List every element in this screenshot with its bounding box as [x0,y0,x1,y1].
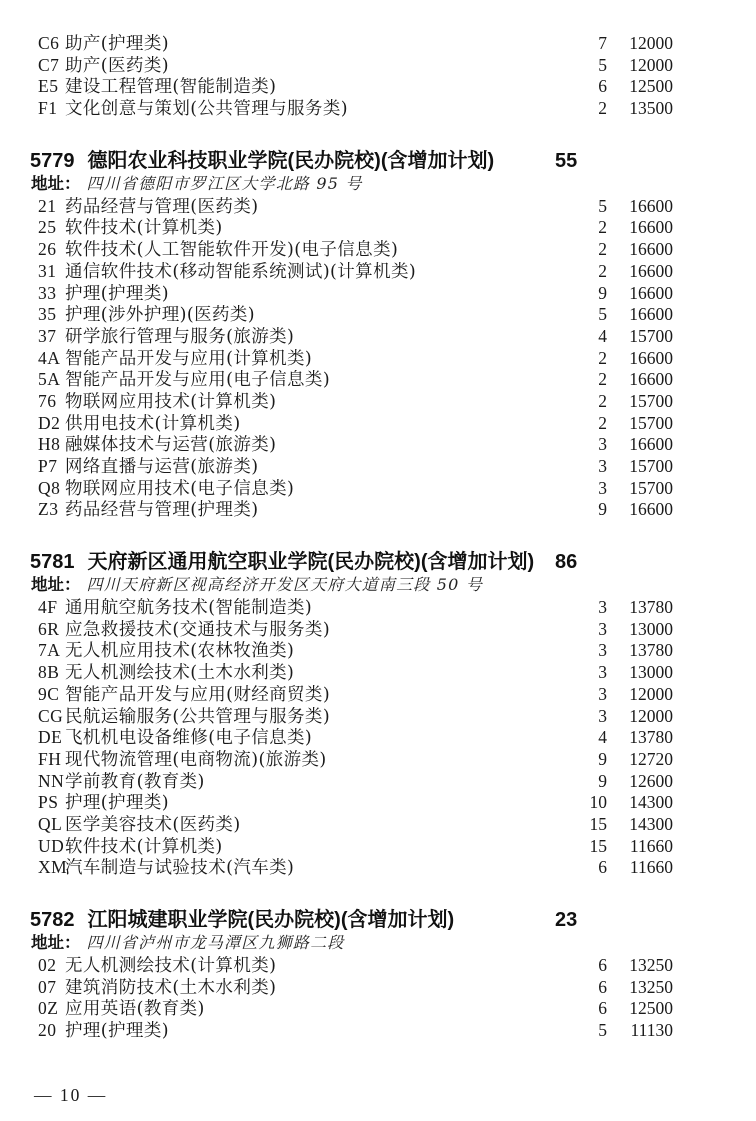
program-name: 研学旅行管理与服务(旅游类) [65,326,295,347]
program-code: 7A [38,640,61,661]
college-name: 天府新区通用航空职业学院(民办院校)(含增加计划) [87,551,535,574]
program-fee: 16600 [629,369,673,390]
program-name: 软件技术(人工智能软件开发)(电子信息类) [65,240,399,261]
program-fee: 11130 [630,1020,673,1041]
program-code: 0Z [38,998,59,1019]
college-header [0,908,756,932]
program-code: 26 [38,239,57,260]
address-label: 地址： [31,934,81,952]
program-quota: 7 [598,33,607,53]
program-row [0,499,756,521]
program-name: 通信软件技术(移动智能系统测试)(计算机类) [65,261,417,282]
program-fee: 12000 [629,683,673,704]
program-fee: 16600 [629,195,673,216]
program-code: 9C [38,683,60,704]
program-fee: 13780 [629,640,673,661]
program-name: 护理(护理类) [65,283,169,304]
program-name: 建筑消防技术(土木水利类) [65,977,277,998]
program-code: 31 [38,260,57,281]
program-quota: 6 [598,976,607,997]
program-fee: 13780 [629,727,673,748]
address-line [0,932,756,954]
program-row [0,369,756,391]
program-fee: 15700 [629,477,673,498]
program-name: 护理(护理类) [65,1021,169,1042]
program-row [0,597,756,619]
program-quota: 5 [598,304,607,325]
program-fee: 15700 [629,325,673,346]
program-name: 护理(涉外护理)(医药类) [65,305,256,326]
program-code: Q8 [38,477,61,498]
program-code: XM [38,857,68,878]
program-quota: 15 [589,835,607,856]
college-total-plan: 23 [555,909,578,931]
program-quota: 2 [598,412,607,433]
program-quota: 2 [598,260,607,281]
program-name: 智能产品开发与应用(财经商贸类) [65,684,331,705]
program-row [0,640,756,662]
program-fee: 16600 [629,260,673,281]
program-fee: 15700 [629,456,673,476]
program-name: 软件技术(计算机类) [65,836,223,857]
program-row [0,55,756,77]
program-fee: 16600 [629,434,673,455]
program-quota: 3 [598,705,607,726]
program-fee: 16600 [629,304,673,325]
program-row [0,619,756,641]
college-section [0,550,756,879]
address-text: 四川省德阳市罗江区大学北路 95 号 [86,173,363,193]
program-fee: 13500 [629,98,673,119]
program-quota: 5 [598,195,607,216]
program-row [0,814,756,836]
program-name: 汽车制造与试验技术(汽车类) [65,858,295,879]
program-fee: 15700 [629,390,673,411]
program-fee: 13250 [629,955,673,975]
program-name: 学前教育(教育类) [65,771,205,792]
program-quota: 6 [598,955,607,975]
program-quota: 6 [598,857,607,878]
program-quota: 10 [589,792,607,813]
program-name: 医学美容技术(医药类) [65,814,241,835]
program-code: 33 [38,282,57,303]
program-code: 4F [38,597,58,618]
program-fee: 16600 [629,347,673,368]
program-code: H8 [38,434,61,455]
program-quota: 3 [598,434,607,455]
program-row [0,1020,756,1042]
program-name: 应急救援技术(交通技术与服务类) [65,619,331,640]
program-row [0,76,756,98]
address-label: 地址： [31,576,81,595]
program-quota: 3 [598,477,607,498]
address-line [0,173,756,195]
program-row [0,98,756,120]
program-row [0,706,756,728]
program-row [0,326,756,348]
program-quota: 9 [598,770,607,791]
program-quota: 3 [598,597,607,618]
college-code: 5782 [30,909,75,931]
program-row [0,749,756,771]
program-quota: 3 [598,618,607,639]
program-fee: 13000 [629,618,673,639]
program-fee: 14300 [629,813,673,834]
program-name: 软件技术(计算机类) [65,218,223,239]
program-row [0,478,756,500]
college-section [0,908,756,1042]
program-name: 飞机机电设备维修(电子信息类) [65,728,313,749]
program-name: 护理(护理类) [65,793,169,814]
program-code: F1 [38,98,58,119]
program-code: 4A [38,347,61,368]
program-name: 助产(医药类) [65,55,169,76]
program-quota: 2 [598,239,607,260]
program-code: CG [38,705,64,726]
program-name: 建设工程管理(智能制造类) [65,77,277,98]
program-fee: 12720 [629,748,673,769]
program-name: 智能产品开发与应用(电子信息类) [65,370,331,391]
program-code: Z3 [38,499,59,520]
program-quota: 2 [598,390,607,411]
program-fee: 11660 [629,835,673,856]
program-fee: 16600 [629,239,673,260]
program-fee: 14300 [629,792,673,813]
program-quota: 2 [598,347,607,368]
program-row [0,413,756,435]
program-row [0,348,756,370]
program-quota: 15 [589,813,607,834]
program-row [0,684,756,706]
program-code: FH [38,748,62,769]
address-label: 地址： [31,174,81,193]
program-name: 民航运输服务(公共管理与服务类) [65,706,331,727]
program-code: 37 [38,325,57,346]
program-name: 物联网应用技术(电子信息类) [65,478,295,499]
program-row [0,792,756,814]
program-quota: 3 [598,456,607,476]
program-code: C7 [38,54,60,75]
program-row [0,662,756,684]
program-fee: 12500 [629,998,673,1019]
program-row [0,33,756,55]
program-row [0,857,756,879]
program-fee: 11660 [629,857,673,878]
program-row [0,456,756,478]
program-quota: 3 [598,662,607,683]
program-quota: 9 [598,499,607,520]
program-name: 助产(护理类) [65,34,169,54]
program-fee: 16600 [629,217,673,238]
program-code: DE [38,727,63,748]
program-fee: 16600 [629,282,673,303]
college-code: 5781 [30,551,75,574]
leading-program-rows [0,0,756,120]
college-section [0,149,756,521]
college-sections [0,149,756,1042]
program-name: 文化创意与策划(公共管理与服务类) [65,99,348,120]
program-fee: 12000 [629,54,673,75]
program-row [0,998,756,1020]
program-row [0,217,756,239]
program-row [0,977,756,999]
program-code: UD [38,835,65,856]
college-header [0,149,756,173]
program-name: 物联网应用技术(计算机类) [65,391,277,412]
program-fee: 13780 [629,597,673,618]
program-quota: 2 [598,217,607,238]
page-number: — 10 — [34,1085,108,1105]
program-row [0,391,756,413]
program-code: 02 [38,955,57,975]
program-row [0,836,756,858]
program-code: D2 [38,412,61,433]
college-code: 5779 [30,149,75,172]
program-code: PS [38,792,59,813]
college-name: 江阳城建职业学院(民办院校)(含增加计划) [87,909,455,931]
college-total-plan: 55 [555,149,578,172]
program-quota: 9 [598,748,607,769]
program-fee: 16600 [629,499,673,520]
program-fee: 13250 [629,976,673,997]
program-quota: 4 [598,727,607,748]
address-line [0,574,756,596]
college-name: 德阳农业科技职业学院(民办院校)(含增加计划) [87,149,495,172]
program-code: 21 [38,195,57,216]
program-code: C6 [38,33,60,53]
college-header [0,550,756,574]
program-quota: 3 [598,683,607,704]
program-row [0,727,756,749]
program-name: 应用英语(教育类) [65,999,205,1020]
program-code: P7 [38,456,58,476]
program-code: NN [38,770,65,791]
program-rows [0,597,756,879]
program-rows [0,955,756,1042]
program-name: 网络直播与运营(旅游类) [65,457,259,477]
program-code: 07 [38,976,57,997]
program-quota: 5 [598,54,607,75]
program-quota: 3 [598,640,607,661]
program-name: 无人机测绘技术(计算机类) [65,956,277,976]
program-row [0,434,756,456]
program-name: 药品经营与管理(护理类) [65,500,259,521]
program-fee: 12500 [629,76,673,97]
program-quota: 9 [598,282,607,303]
program-quota: 6 [598,76,607,97]
program-name: 现代物流管理(电商物流)(旅游类) [65,749,327,770]
program-name: 智能产品开发与应用(计算机类) [65,348,313,369]
program-fee: 13000 [629,662,673,683]
program-name: 通用航空航务技术(智能制造类) [65,598,313,619]
program-name: 融媒体技术与运营(旅游类) [65,435,277,456]
program-fee: 12000 [629,705,673,726]
program-quota: 4 [598,325,607,346]
program-code: 25 [38,217,57,238]
program-row [0,196,756,218]
program-fee: 12000 [629,33,673,53]
program-name: 供用电技术(计算机类) [65,413,241,434]
program-code: 76 [38,390,57,411]
address-text: 四川省泸州市龙马潭区九狮路二段 [86,933,345,952]
program-row [0,283,756,305]
program-code: E5 [38,76,59,97]
program-row [0,261,756,283]
program-code: 8B [38,662,60,683]
program-quota: 6 [598,998,607,1019]
program-row [0,955,756,977]
program-code: 35 [38,304,57,325]
program-name: 药品经营与管理(医药类) [65,196,259,217]
program-quota: 2 [598,369,607,390]
address-text: 四川天府新区视高经济开发区天府大道南三段 50 号 [86,575,484,595]
program-fee: 12600 [629,770,673,791]
program-rows [0,196,756,521]
program-code: 6R [38,618,60,639]
program-code: 20 [38,1020,57,1041]
program-row [0,771,756,793]
college-total-plan: 86 [555,551,578,574]
program-name: 无人机测绘技术(土木水利类) [65,663,295,684]
program-row [0,304,756,326]
program-quota: 2 [598,98,607,119]
program-code: QL [38,813,63,834]
program-row [0,239,756,261]
program-fee: 15700 [629,412,673,433]
program-code: 5A [38,369,61,390]
program-quota: 5 [598,1020,607,1041]
program-name: 无人机应用技术(农林牧渔类) [65,641,295,662]
